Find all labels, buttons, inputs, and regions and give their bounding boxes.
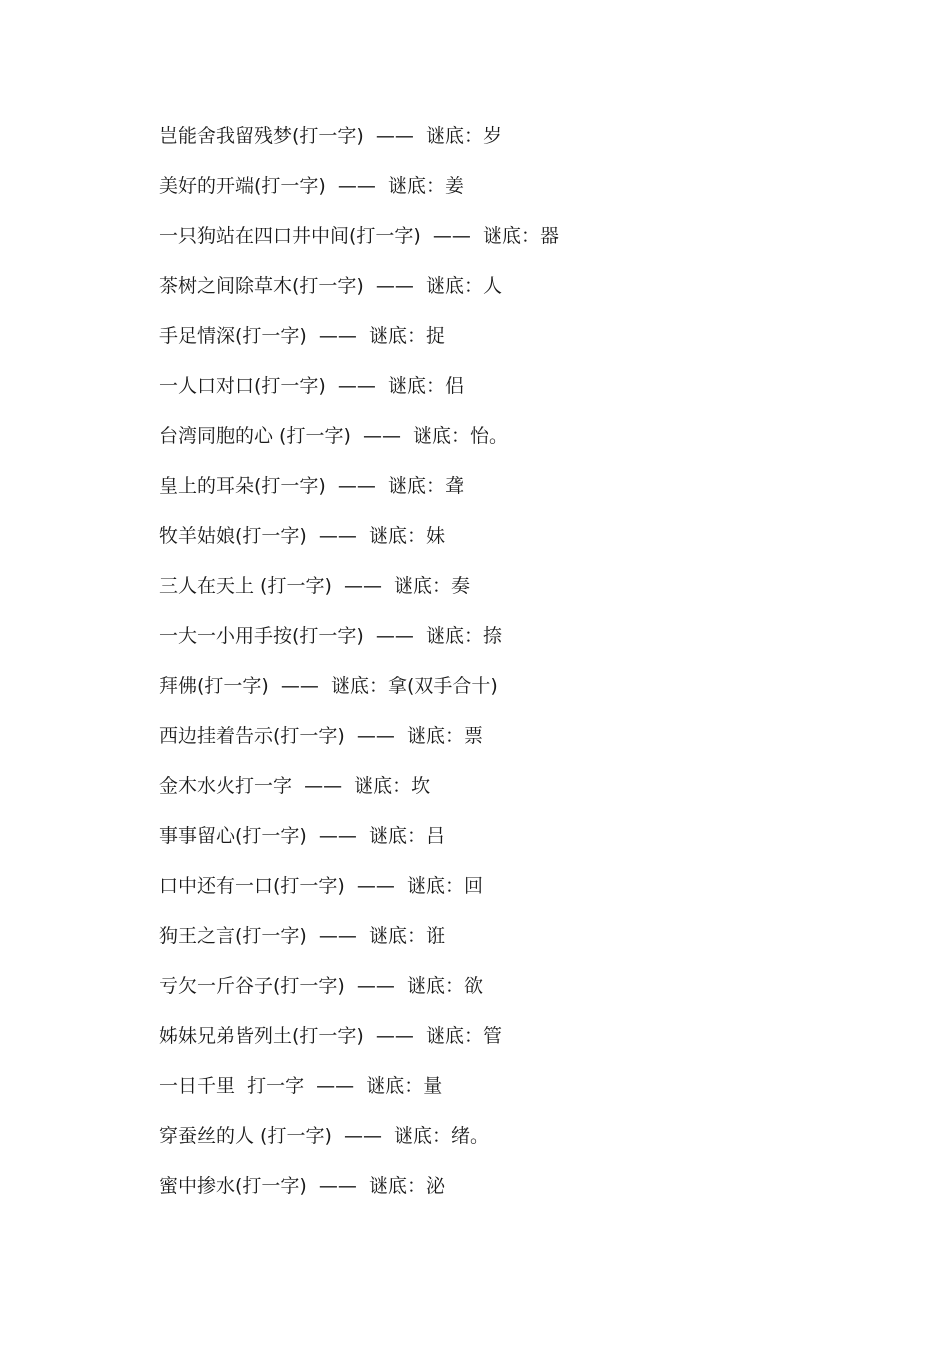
riddle-line: 事事留心(打一字) —— 谜底：吕: [159, 825, 445, 847]
riddle-list: [159, 118, 559, 1218]
riddle-line: 皇上的耳朵(打一字) —— 谜底：聋: [159, 475, 464, 497]
riddle-line: 一日千里 打一字 —— 谜底：量: [159, 1075, 443, 1097]
riddle-line: 一人口对口(打一字) —— 谜底：侣: [159, 375, 464, 397]
riddle-line: 三人在天上 (打一字) —— 谜底：奏: [159, 575, 471, 597]
riddle-line: 口中还有一口(打一字) —— 谜底：回: [159, 875, 483, 897]
riddle-line: 蜜中掺水(打一字) —— 谜底：泌: [159, 1175, 445, 1197]
riddle-line: 金木水火打一字 —— 谜底：坎: [159, 775, 431, 797]
riddle-line: 拜佛(打一字) —— 谜底：拿(双手合十): [159, 675, 498, 697]
riddle-line: 岂能舍我留残梦(打一字) —— 谜底：岁: [159, 125, 502, 147]
riddle-line: 美好的开端(打一字) —— 谜底：姜: [159, 175, 464, 197]
riddle-line: 狗王之言(打一字) —— 谜底：诳: [159, 925, 445, 947]
riddle-line: 茶树之间除草木(打一字) —— 谜底：人: [159, 275, 502, 297]
riddle-line: 牧羊姑娘(打一字) —— 谜底：妹: [159, 525, 445, 547]
riddle-line: 穿蚕丝的人 (打一字) —— 谜底：绪。: [159, 1125, 490, 1147]
riddle-line: 一只狗站在四口井中间(打一字) —— 谜底：器: [159, 225, 559, 247]
riddle-line: 西边挂着告示(打一字) —— 谜底：票: [159, 725, 483, 747]
riddle-line: 一大一小用手按(打一字) —— 谜底：捺: [159, 625, 502, 647]
riddle-line: 姊妹兄弟皆列土(打一字) —— 谜底：管: [159, 1025, 502, 1047]
riddle-line: 台湾同胞的心 (打一字) —— 谜底：怡。: [159, 425, 509, 447]
riddle-line: 亏欠一斤谷子(打一字) —— 谜底：欲: [159, 975, 483, 997]
riddle-line: 手足情深(打一字) —— 谜底：捉: [159, 325, 445, 347]
